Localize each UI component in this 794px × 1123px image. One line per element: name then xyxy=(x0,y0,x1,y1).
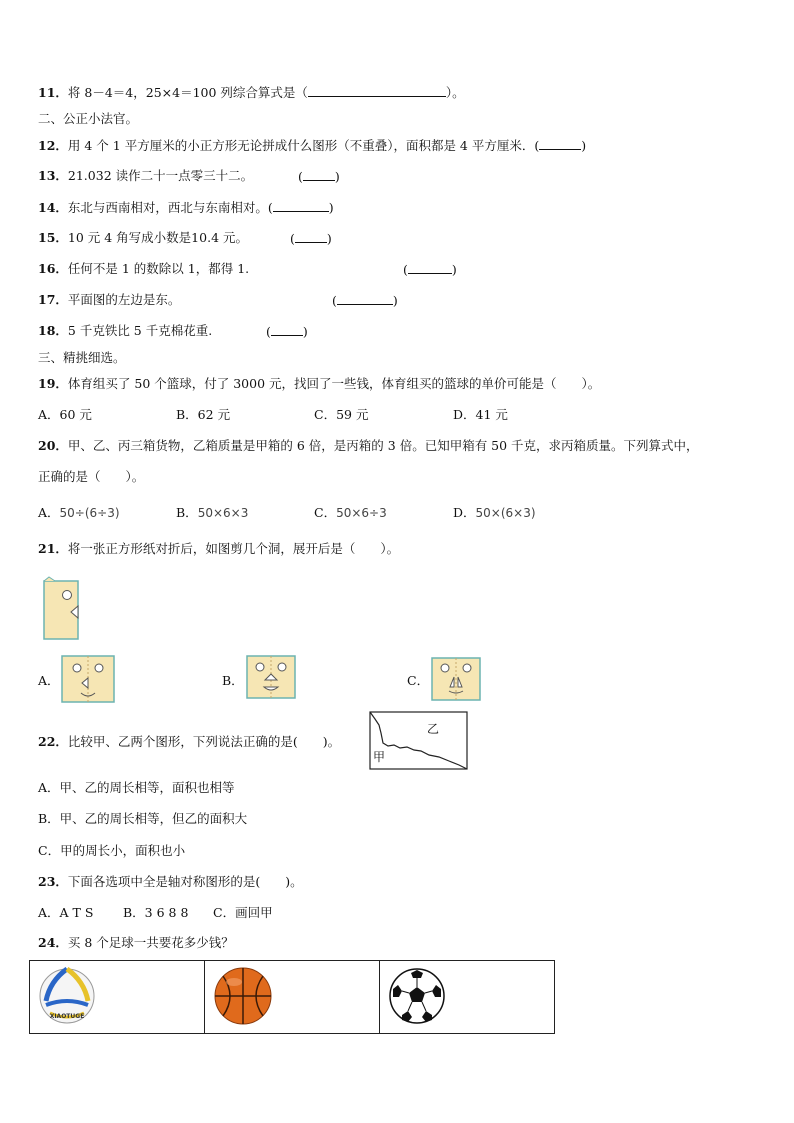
shape-yi-label: 乙 xyxy=(427,722,440,736)
q15-answer-bracket xyxy=(290,230,332,247)
question-24 xyxy=(38,935,234,951)
question-15 xyxy=(38,230,248,246)
question-number: 20． xyxy=(38,438,68,453)
question-13 xyxy=(38,168,253,184)
answer-blank[interactable] xyxy=(303,168,335,181)
question-18 xyxy=(38,323,212,339)
question-text: 下面各选项中全是轴对称图形的是( )。 xyxy=(67,874,303,889)
question-number: 21． xyxy=(38,541,68,556)
question-20-line2: 正确的是（ ）。 xyxy=(38,469,145,484)
question-19 xyxy=(38,376,600,392)
q21-option-b-label[interactable]: B． xyxy=(222,673,244,688)
option-expression: 50÷(6÷3) xyxy=(59,506,120,520)
q19-option-c[interactable]: C．59 元 xyxy=(314,407,369,422)
option-label: C． xyxy=(314,505,337,520)
question-text: 10 元 4 角写成小数是10.4 元。 xyxy=(67,230,248,245)
q22-option-a[interactable]: A．甲、乙的周长相等，面积也相等 xyxy=(38,780,235,795)
question-12 xyxy=(38,137,586,154)
soccer-ball-icon xyxy=(388,967,446,1025)
option-label: B． xyxy=(176,505,198,520)
q21-option-a-label[interactable]: A． xyxy=(38,673,60,688)
question-number: 18． xyxy=(38,323,68,338)
q20-option-b[interactable] xyxy=(176,505,248,521)
q22-option-b[interactable]: B．甲、乙的周长相等，但乙的面积大 xyxy=(38,811,248,826)
question-text: 买 8 个足球一共要花多少钱？ xyxy=(67,935,234,950)
q18-answer-bracket xyxy=(266,323,308,340)
q13-answer-bracket xyxy=(298,168,340,185)
q20-option-c[interactable] xyxy=(314,505,387,521)
bracket-open: ( xyxy=(266,324,271,339)
option-label: D． xyxy=(453,505,476,520)
question-text: 任何不是 1 的数除以 1，都得 1. xyxy=(67,261,250,276)
q21-option-c-figure[interactable] xyxy=(431,657,481,701)
volleyball-brand: XIAOTUGE xyxy=(49,1012,85,1020)
q19-option-b[interactable]: B．62 元 xyxy=(176,407,231,422)
q16-answer-bracket xyxy=(403,261,457,278)
option-expression: 50×(6×3) xyxy=(475,506,536,520)
q19-option-d[interactable]: D．41 元 xyxy=(453,407,508,422)
q21-option-a-figure[interactable] xyxy=(61,655,115,703)
question-text: 甲、乙、丙三箱货物，乙箱质量是甲箱的 6 倍，是丙箱的 3 倍。已知甲箱有 50 千克，求丙箱质量。下列算式中， xyxy=(67,438,699,453)
bracket-close: ) xyxy=(328,200,334,215)
question-number: 12． xyxy=(38,138,68,153)
question-number: 16． xyxy=(38,261,68,276)
question-text: 21.032 读作二十一点零三十二。 xyxy=(67,168,254,183)
answer-blank[interactable] xyxy=(539,137,581,150)
bracket-close: ) xyxy=(326,231,332,246)
section-2-title: 二、公正小法官。 xyxy=(38,111,139,126)
volleyball-icon xyxy=(38,967,96,1025)
question-number: 19． xyxy=(38,376,68,391)
q23-option-c[interactable]: C．画回甲 xyxy=(213,905,273,920)
question-23 xyxy=(38,874,303,890)
question-text: 用 4 个 1 平方厘米的小正方形无论拼成什么图形（不重叠），面积都是 4 平方厘米．( xyxy=(67,138,540,153)
question-text: 比较甲、乙两个图形，下列说法正确的是( )。 xyxy=(67,734,341,749)
question-number: 11． xyxy=(38,85,68,100)
bracket-open: ( xyxy=(332,293,337,308)
question-16 xyxy=(38,261,249,277)
q21-option-b-figure[interactable] xyxy=(246,655,296,699)
question-text: 将 8－4＝4，25×4＝100 列综合算式是（ xyxy=(67,85,308,100)
question-14 xyxy=(38,199,334,216)
question-20-line1 xyxy=(38,438,699,454)
bracket-open: ( xyxy=(403,262,408,277)
question-number: 22． xyxy=(38,734,68,749)
folded-paper-figure xyxy=(43,576,83,640)
shape-jia-label: 甲 xyxy=(373,750,386,764)
q22-option-c[interactable]: C．甲的周长小，面积也小 xyxy=(38,843,186,858)
volleyball-cell xyxy=(30,961,205,1034)
basketball-icon xyxy=(213,966,273,1026)
answer-blank[interactable] xyxy=(408,261,452,274)
question-17 xyxy=(38,292,180,308)
q23-option-a[interactable]: A．A T S xyxy=(38,905,94,920)
bracket-close: ) xyxy=(581,138,587,153)
answer-blank[interactable] xyxy=(337,292,393,305)
question-text-end: ）。 xyxy=(445,85,465,100)
football-cell xyxy=(380,961,555,1034)
ball-price-table xyxy=(29,960,555,1034)
question-number: 13． xyxy=(38,168,68,183)
question-text: 平面图的左边是东。 xyxy=(67,292,181,307)
bracket-open: ( xyxy=(298,169,303,184)
option-label: A． xyxy=(38,505,60,520)
bracket-close: ) xyxy=(302,324,308,339)
bracket-open: ( xyxy=(290,231,295,246)
basketball-cell xyxy=(205,961,380,1034)
q19-option-a[interactable]: A．60 元 xyxy=(38,407,92,422)
option-expression: 50×6×3 xyxy=(197,506,249,520)
section-3-title: 三、精挑细选。 xyxy=(38,350,126,365)
q20-option-d[interactable] xyxy=(453,505,536,521)
question-number: 24． xyxy=(38,935,68,950)
question-11 xyxy=(38,84,465,101)
question-text: 东北与西南相对，西北与东南相对。( xyxy=(67,200,273,215)
q20-option-a[interactable] xyxy=(38,505,120,521)
question-number: 23． xyxy=(38,874,68,889)
question-number: 17． xyxy=(38,292,68,307)
question-text: 体育组买了 50 个篮球，付了 3000 元，找回了一些钱，体育组买的篮球的单价可能是（ ）。 xyxy=(67,376,601,391)
q23-option-b[interactable]: B．3 6 8 8 xyxy=(123,905,189,920)
question-number: 15． xyxy=(38,230,68,245)
option-expression: 50×6÷3 xyxy=(336,506,387,520)
bracket-close: ) xyxy=(451,262,457,277)
answer-blank[interactable] xyxy=(271,323,303,336)
question-22 xyxy=(38,734,340,750)
question-21 xyxy=(38,541,399,557)
q17-answer-bracket xyxy=(332,292,398,309)
bracket-close: ) xyxy=(334,169,340,184)
question-text: 5 千克铁比 5 千克棉花重. xyxy=(67,323,213,338)
question-number: 14． xyxy=(38,200,68,215)
bracket-close: ) xyxy=(392,293,398,308)
answer-blank[interactable] xyxy=(295,230,327,243)
answer-blank[interactable] xyxy=(273,199,329,212)
question-text: 将一张正方形纸对折后，如图剪几个洞，展开后是（ ）。 xyxy=(67,541,400,556)
q21-option-c-label[interactable]: C． xyxy=(407,673,430,688)
answer-blank[interactable] xyxy=(308,84,446,97)
